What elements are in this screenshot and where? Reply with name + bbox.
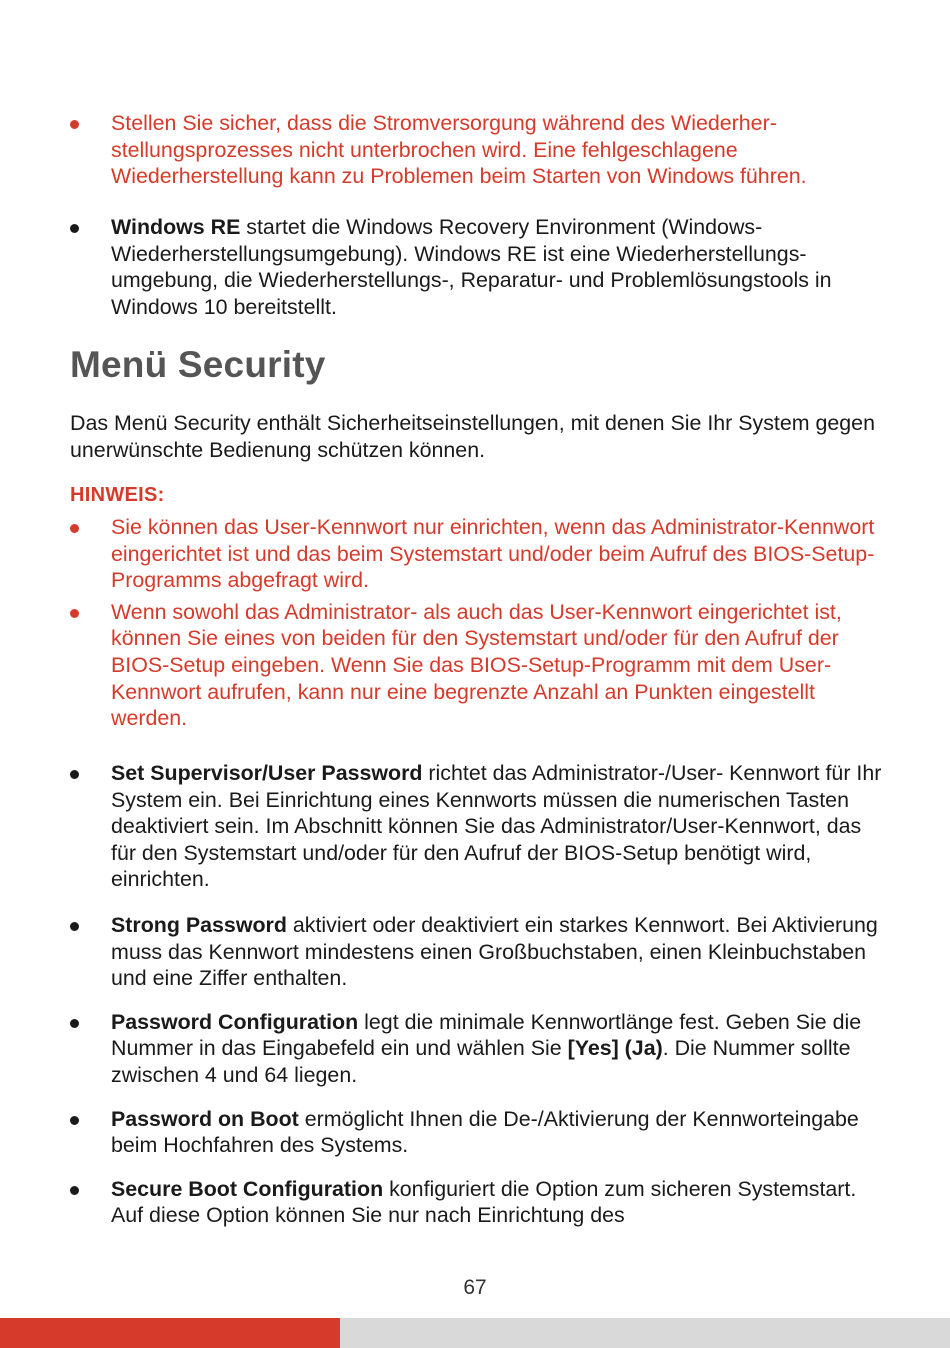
item-description-end: . Die Nummer sollte zwischen 4 und 64 liegen. [111,1036,851,1087]
note-text: Sie können das User-Kennwort nur einrichten, wenn das Administrator-Kennwort eingerichtet ist und das beim Systemstart und/oder beim Aufruf des BIOS-Setup-Programms abgefragt wird. [111,515,875,593]
windows-re-list [70,214,890,320]
list-item [70,110,890,190]
list-item [70,599,890,732]
item-description: startet die Windows Recovery Environment (Windows-Wiederherstellungsumgebung). Windows RE ist eine Wiederherstellungsumgebung, die Wiederherstellungs-, Reparatur- und Problemlösungstools in Windows 10 bereitstellt. [111,215,832,319]
item-term: Strong Password [111,912,287,937]
item-term: Windows RE [111,215,241,239]
page-number: 67 [463,1276,487,1299]
list-item [70,1106,890,1159]
bullet-icon [70,120,79,129]
item-description: aktiviert oder deaktiviert ein starkes Kennwort. Bei Aktivierung muss das Kennwort mindestens einen Großbuchstaben, einen Kleinbuchstaben und eine Ziffer enthalten. [111,912,878,991]
bullet-icon [70,922,79,931]
bullet-icon [70,1116,79,1125]
footer-accent-bar [0,1318,340,1348]
item-description: richtet das Administrator-/User- Kennwort für Ihr System ein. Bei Einrichtung eines Kennworts müssen die numerischen Tasten deaktiviert sein. Im Abschnitt können Sie das Administrator/User-Kennwort, das für den Systemstart und/oder für den Aufruf der BIOS-Setup benötigt wird, einrichten. [111,761,882,892]
item-description: legt die minimale Kennwortlänge fest. Geben Sie die Nummer in das Eingabefeld ein und wählen Sie [111,1009,862,1061]
item-term: Secure Boot Configuration [111,1176,384,1201]
item-description: ermöglicht Ihnen die De-/Aktivierung der Kennworteingabe beim Hochfahren des Systems. [111,1106,859,1158]
footer-gray-bar [340,1318,950,1348]
list-item [70,1009,890,1089]
section-title: Menü Security [70,344,326,385]
bullet-icon [70,1186,79,1195]
list-item [70,514,890,594]
warning-text: Stellen Sie sicher, dass die Stromversorgung während des Wiederherstellungsprozesses nicht unterbrochen wird. Eine fehlgeschlagene Wiederherstellung kann zu Problemen beim Starten von Windows führen. [111,111,807,189]
list-item [70,912,890,992]
settings-list [70,760,890,1229]
item-term: Password Configuration [111,1009,359,1034]
note-list [70,514,890,732]
item-term: Password on Boot [111,1106,299,1131]
bullet-icon [70,224,79,233]
warning-list [70,110,890,190]
note-label: HINWEIS: [70,484,165,506]
section-intro: Das Menü Security enthält Sicherheitseinstellungen, mit denen Sie Ihr System gegen unerwünschte Bedienung schützen können. [70,411,875,462]
item-description: konfiguriert die Option zum sicheren Systemstart. Auf diese Option können Sie nur nach Einrichtung des [111,1176,857,1228]
list-item [70,214,890,320]
bullet-icon [70,609,79,618]
bullet-icon [70,770,79,779]
bullet-icon [70,1019,79,1028]
list-item [70,1176,890,1229]
note-text: Wenn sowohl das Administrator- als auch das User-Kennwort eingerichtet ist, können Sie eines von beiden für den Systemstart und/oder für den Aufruf der BIOS-Setup eingeben. Wenn Sie das BIOS-Setup-Programm mit dem User-Kennwort aufrufen, kann nur eine begrenzte Anzahl an Punkten eingestellt werden. [111,599,842,731]
item-term: Set Supervisor/User Password [111,761,423,785]
item-inline-bold: [Yes] (Ja) [567,1036,663,1061]
list-item [70,760,890,893]
bullet-icon [70,524,79,533]
